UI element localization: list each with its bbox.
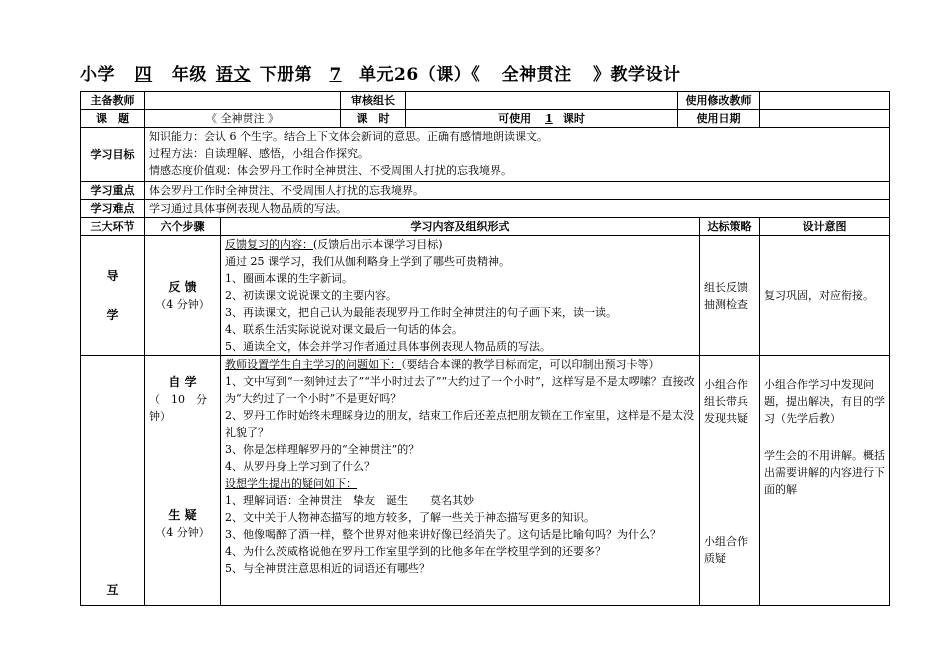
key-point-text: 体会罗丹工作时全神贯注、不受周围人打扰的忘我境界。	[145, 182, 890, 200]
objective-knowledge: 知识能力：会认 6 个生字。结合上下文体会新词的意思。正确有感情地朗读课文。	[149, 130, 548, 143]
difficulty-row	[81, 200, 890, 218]
title-volume: 下册第	[259, 65, 313, 85]
title-unit: 7	[329, 65, 342, 85]
title-grade-suffix: 年级	[171, 65, 207, 85]
title-subject: 语文	[215, 65, 251, 85]
self-study-step-cell	[145, 356, 221, 606]
reviewer-value	[406, 92, 678, 110]
feedback-intent: 复习巩固，对应衔接。	[760, 236, 890, 356]
modifier-label: 使用修改教师	[678, 92, 760, 110]
stage-dao-char2: 学	[106, 307, 119, 322]
objective-process: 过程方法：自读理解、感悟，小组合作探究。	[149, 147, 369, 160]
self-study-heading-line	[225, 356, 695, 373]
questions-strategy: 小组合作质疑	[704, 535, 748, 565]
stage-hu-char1: 互	[106, 583, 119, 597]
lead-teacher-value	[145, 92, 341, 110]
col-intent: 设计意图	[760, 218, 890, 236]
feedback-step-name: 反 馈	[168, 279, 197, 294]
feedback-row	[81, 236, 890, 356]
title-suffix: 》教学设计	[593, 65, 681, 85]
questions-line-4: 5、与全神贯注意思相近的词语还有哪些？	[225, 562, 430, 575]
objective-attitude: 情感态度价值观：体会罗丹工作时全神贯注、不受周围人打扰的忘我境界。	[149, 164, 512, 177]
stage-hu-cell	[81, 356, 145, 606]
questions-step-name: 生 疑	[168, 508, 197, 522]
questions-step	[149, 425, 216, 541]
date-label: 使用日期	[678, 110, 760, 128]
self-study-step	[149, 356, 216, 425]
feedback-line-3: 3、再读课文，把自己认为最能表现罗丹工作时全神贯注的句子画下来，读一读。	[225, 306, 617, 319]
reviewer-label: 审核组长	[341, 92, 406, 110]
feedback-heading-note: (反馈后出示本课学习目标)	[313, 238, 443, 251]
self-study-strategy: 小组合作组长带兵发现共疑	[704, 378, 748, 425]
topic-value: 《 全神贯注 》	[145, 110, 341, 128]
col-steps: 六个步骤	[145, 218, 221, 236]
header-row-topic	[81, 110, 890, 128]
self-study-heading-note: （要结合本课的教学目标而定，可以印制出预习卡等）	[401, 358, 660, 371]
key-point-row	[81, 182, 890, 200]
feedback-heading-line	[225, 236, 695, 253]
usable-periods	[406, 110, 678, 128]
objectives-content	[145, 128, 890, 182]
questions-intent: 学生会的不用讲解。概括出需要讲解的内容进行下面的解	[764, 449, 885, 496]
questions-step-time: （4 分钟）	[155, 526, 210, 539]
self-study-line-1: 2、罗丹工作时始终未理睬身边的朋友，结束工作后还差点把朋友锁在工作室里，这样是不是太没礼貌了？	[225, 409, 694, 439]
feedback-heading: 反馈复习的内容：	[225, 238, 313, 251]
questions-line-1: 2、文中关于人物神态描写的地方较多，了解一些关于神态描写更多的知识。	[225, 511, 595, 524]
feedback-line-0: 通过 25 课学习，我们从伽利略身上学到了哪些可贵精神。	[225, 255, 510, 268]
feedback-step-cell	[145, 236, 221, 356]
stage-dao-cell	[81, 236, 145, 356]
stage-dao-char1: 导	[106, 268, 119, 283]
questions-heading: 设想学生提出的疑问如下：	[225, 477, 357, 490]
usable-suffix: 课时	[562, 112, 585, 125]
document-title	[80, 60, 681, 85]
title-prefix: 小学	[80, 65, 115, 85]
feedback-line-4: 4、联系生活实际说说对课文最后一句话的体会。	[225, 323, 463, 336]
self-study-strategy-cell	[700, 356, 760, 606]
self-study-heading: 教师设置学生自主学习的问题如下：	[225, 358, 401, 371]
feedback-line-2: 2、初读课文说说课文的主要内容。	[225, 289, 397, 302]
title-grade: 四	[134, 65, 153, 85]
modifier-value	[760, 92, 890, 110]
feedback-line-5: 5、通读全文，体会并学习作者通过具体事例表现人物品质的写法。	[225, 340, 551, 353]
self-study-row	[81, 356, 890, 606]
self-study-content	[221, 356, 700, 606]
self-study-step-name: 自 学	[168, 375, 197, 389]
feedback-content	[221, 236, 700, 356]
questions-line-3: 4、为什么茨威格说他在罗丹工作室里学到的比他多年在学校里学到的还要多？	[225, 545, 606, 558]
lead-teacher-label: 主备教师	[81, 92, 145, 110]
topic-label: 课 题	[81, 110, 145, 128]
self-study-line-3: 4、从罗丹身上学习到了什么？	[225, 460, 375, 473]
objectives-label: 学习目标	[81, 128, 145, 182]
self-study-line-2: 3、你是怎样理解罗丹的“全神贯注”的？	[225, 443, 420, 456]
feedback-line-1: 1、圈画本课的生字新词。	[225, 272, 353, 285]
self-study-step-time: （ 10 分钟）	[149, 393, 207, 423]
key-point-label: 学习重点	[81, 182, 145, 200]
col-content: 学习内容及组织形式	[221, 218, 700, 236]
questions-line-2: 3、他像喝醉了酒一样，整个世界对他来讲好像已经消失了。这句话是比喻句吗？为什么？	[225, 528, 661, 541]
title-unit-suffix: 单元26（课）《	[359, 65, 481, 85]
difficulty-text: 学习通过具体事例表现人物品质的写法。	[145, 200, 890, 218]
header-row-teachers	[81, 92, 890, 110]
title-lesson: 全神贯注	[501, 65, 572, 85]
feedback-step-time: （4 分钟）	[155, 297, 210, 311]
col-stages: 三大环节	[81, 218, 145, 236]
self-study-line-0: 1、文中写到“一刻钟过去了”“半小时过去了”“大约过了一个小时”，这样写是不是太啰嗦？直接改为“大约过了一个小时”不是更好吗？	[225, 375, 695, 405]
questions-line-0: 1、理解词语：全神贯注 挚友 诞生 莫名其妙	[225, 494, 474, 507]
usable-prefix: 可使用	[498, 112, 532, 125]
col-strategy: 达标策略	[700, 218, 760, 236]
objectives-row	[81, 128, 890, 182]
usable-value: 1	[545, 112, 553, 125]
self-study-intent-cell	[760, 356, 890, 606]
feedback-strategy: 组长反馈抽测检查	[700, 236, 760, 356]
difficulty-label: 学习难点	[81, 200, 145, 218]
date-value	[760, 110, 890, 128]
self-study-intent: 小组合作学习中发现问题，提出解决，有目的学习（先学后教）	[764, 378, 885, 425]
periods-label: 课 时	[341, 110, 406, 128]
lesson-plan-table	[80, 91, 890, 606]
column-header-row	[81, 218, 890, 236]
